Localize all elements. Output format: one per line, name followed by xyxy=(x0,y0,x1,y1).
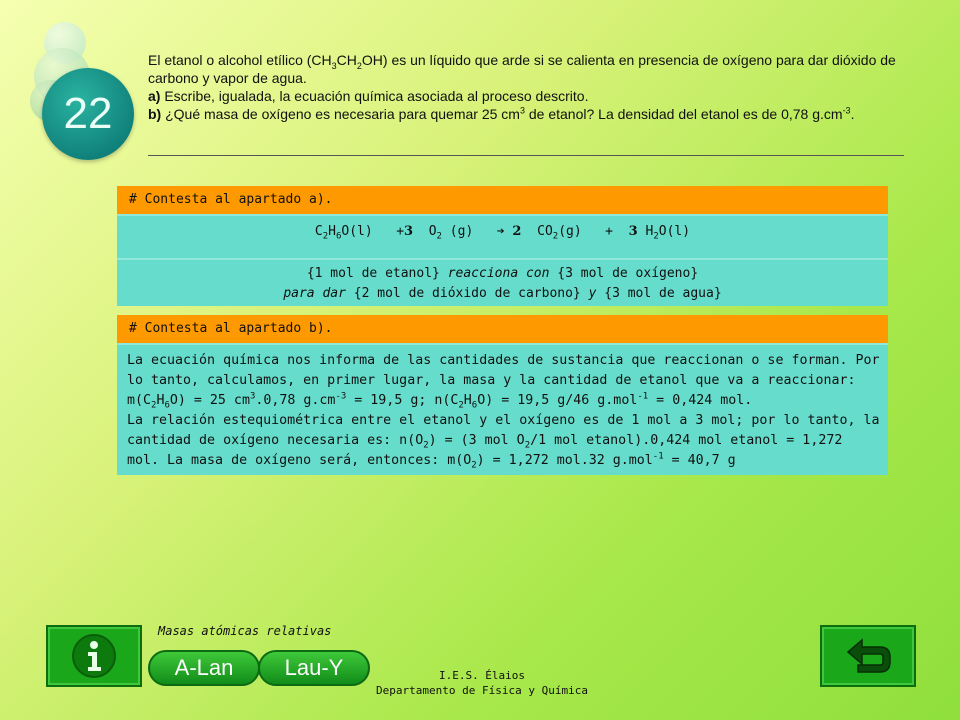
section-b-header: # Contesta al apartado b). xyxy=(117,315,888,343)
answer-panel-b xyxy=(117,315,888,475)
school-credit xyxy=(368,668,596,698)
statement-part-b: b) ¿Qué masa de oxígeno es necesaria para quemar 25 $cm^3$ de etanol? La densidad del etanol es de 0,78 $g.cm^{-3}$. xyxy=(148,105,855,122)
school-name: I.E.S. Élaios xyxy=(438,669,526,682)
problem-number: 22 xyxy=(63,89,113,138)
arrow-icon: ➔ xyxy=(496,224,505,239)
answer-panel-a xyxy=(117,186,888,306)
atomic-masses-a-lan-button[interactable]: A-Lan xyxy=(148,650,260,686)
info-button[interactable] xyxy=(46,625,142,687)
equation-meaning: {1 mol de etanol} reacciona con {3 mol de oxígeno} para dar {2 mol de dióxido de carbono} y {3 mol de agua} xyxy=(117,258,888,306)
atomic-masses-lau-y-button[interactable]: Lau-Y xyxy=(258,650,370,686)
chemical-equation: $C_2H_6O(l)$ +3 $O_2$ (g) ➔ 2 $CO_2(g)$ + 3 $H_2O(l)$ xyxy=(117,214,888,258)
atomic-masses-label: Masas atómicas relativas xyxy=(158,624,332,638)
coef-o2: 3 xyxy=(404,224,414,239)
return-arrow-icon xyxy=(840,634,896,678)
section-b-answer xyxy=(117,343,888,475)
statement-intro: El etanol o alcohol etílico $(CH_3CH_2OH)$ es un líquido que arde si se calienta en presencia de oxígeno para dar dióxido de carbono y vapor de agua. xyxy=(148,52,896,86)
problem-number-badge xyxy=(42,68,134,160)
back-button[interactable] xyxy=(820,625,916,687)
divider xyxy=(148,155,904,156)
coef-co2: 2 xyxy=(512,224,522,239)
problem-statement xyxy=(148,51,908,123)
answer-paragraph-2: La relación estequiométrica entre el etanol y el oxígeno es de 1 mol a 3 mol; por lo tanto, la cantidad de oxígeno necesaria es: $n(O_2) = (3$ mol $O_2/1$ mol etanol).0,424 mol etanol = 1,272 mol. La masa de oxígeno será, entonces: $m(O_2) = 1,272$ mol.32 g.mol$^{-1}$ = 40,7 g xyxy=(127,413,880,471)
department-name: Departamento de Física y Química xyxy=(376,684,588,697)
info-icon xyxy=(71,633,117,679)
answer-paragraph-1: La ecuación química nos informa de las cantidades de sustancia que reaccionan o se forman. Por lo tanto, calculamos, en primer lugar, la masa y la cantidad de etanol que va a reaccionar: $m(C_2H_6O) = 25$ $cm^3.0,78$ $g.cm^{-3} = 19,5$ g; $n(C_2H_6O) = 19,5$ g/46 g.mol$^{-1}$ = 0,424 mol. xyxy=(127,353,880,411)
coef-h2o: 3 xyxy=(628,224,638,239)
section-a-header: # Contesta al apartado a). xyxy=(117,186,888,214)
statement-part-a: a) Escribe, igualada, la ecuación química asociada al proceso descrito. xyxy=(148,88,589,104)
